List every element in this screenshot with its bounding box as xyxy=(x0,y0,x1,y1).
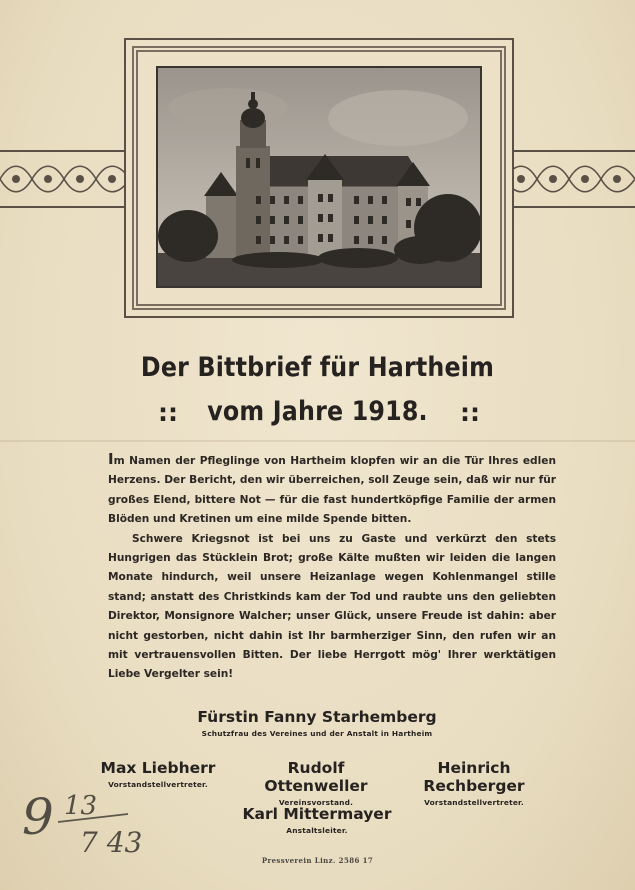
title-colon-left: :: xyxy=(158,398,178,427)
initial-letter: I xyxy=(108,450,114,468)
center-signer-role: Vereinsvorstand. xyxy=(278,798,354,807)
handwritten-numerator: 13 xyxy=(64,791,98,821)
ornament-band-left xyxy=(0,150,130,208)
paragraph-1 xyxy=(108,452,556,530)
signature-center xyxy=(236,759,396,807)
castle-photo xyxy=(156,66,482,288)
director-role: Anstaltsleiter. xyxy=(286,826,348,835)
patron-name: Fürstin Fanny Starhemberg xyxy=(197,708,437,726)
printer-imprint: Pressverein Linz. 2586 17 xyxy=(261,856,374,865)
left-signer-role: Vorstandstellvertreter. xyxy=(108,780,208,789)
letter-subtitle: vom Jahre 1918. xyxy=(207,396,428,427)
paper-fold-line xyxy=(0,440,635,442)
right-signer-role: Vorstandstellvertreter. xyxy=(424,798,524,807)
letter-body xyxy=(108,452,556,685)
title-colon-right: :: xyxy=(460,398,480,427)
handwritten-denominator: 7 43 xyxy=(80,826,143,858)
center-signer-name: Rudolf Ottenweller xyxy=(264,759,368,795)
signature-patron xyxy=(117,708,517,738)
patron-role: Schutzfrau des Vereines und der Anstalt in Hartheim xyxy=(201,729,433,738)
right-signer-name: Heinrich Rechberger xyxy=(423,759,525,795)
left-signer-name: Max Liebherr xyxy=(100,759,216,777)
paragraph-1-text: m Namen der Pfleglinge von Hartheim klopfen wir an die Tür Ihres edlen Herzens. Der Bericht, den wir überreichen, soll Zeuge sein, daß wir nur für großes Elend, bittere Not — für die fast hundertköpfige Familie der armen Blöden und Kretinen um eine milde Spende bitten. xyxy=(108,455,556,526)
paragraph-2: Schwere Kriegsnot ist bei uns zu Gaste und verkürzt den stets Hungrigen das Stücklein Brot; große Kälte mußten wir leiden die langen Monate hindurch, weil unsere Heizanlage wegen Kohlenmangel stille stand; anstatt des Christkinds kam der Tod und raubte uns den geliebten Direktor, Monsignore Walcher; unser Glück, unsere Freude ist dahin: aber nicht gestorben, nicht dahin ist Ihr barmherziger Sinn, den rufen wir an mit vertrauensvollen Bitten. Der liebe Herrgott mög' Ihrer werktätigen Liebe Vergelter sein! xyxy=(108,532,556,681)
handwritten-digit-9: 9 xyxy=(22,788,54,846)
letter-title: Der Bittbrief für Hartheim xyxy=(140,352,495,383)
director-name: Karl Mittermayer xyxy=(242,805,392,823)
handwritten-note xyxy=(18,778,188,858)
signature-right xyxy=(392,759,556,807)
ornament-band-right xyxy=(505,150,635,208)
signature-director xyxy=(217,805,417,835)
